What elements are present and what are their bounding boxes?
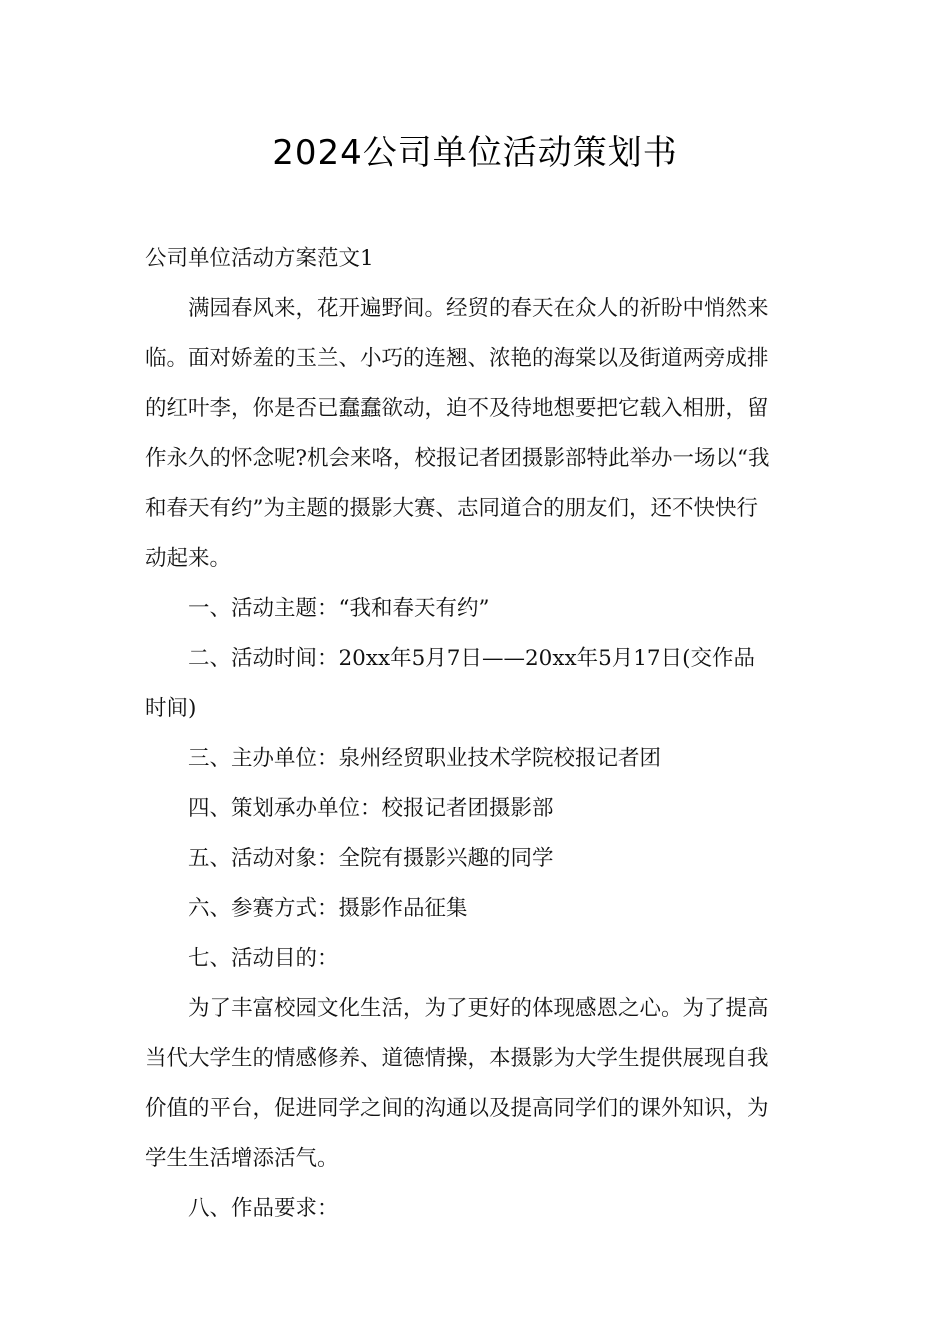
intro-line: 动起来。 bbox=[145, 546, 232, 571]
purpose-line: 价值的平台，促进同学之间的沟通以及提高同学们的课外知识，为 bbox=[145, 1096, 769, 1121]
purpose-line: 学生生活增添活气。 bbox=[145, 1146, 339, 1171]
intro-paragraph bbox=[145, 284, 807, 584]
document-title: 2024公司单位活动策划书 bbox=[272, 133, 678, 173]
subheading: 公司单位活动方案范文1 bbox=[145, 246, 374, 271]
item-theme: 一、活动主题：“我和春天有约” bbox=[188, 596, 490, 621]
purpose-paragraph bbox=[145, 984, 807, 1184]
item-time: 二、活动时间：20xx年5月7日——20xx年5月17日(交作品 bbox=[188, 646, 756, 671]
item-audience: 五、活动对象：全院有摄影兴趣的同学 bbox=[188, 846, 554, 871]
item-host: 三、主办单位：泉州经贸职业技术学院校报记者团 bbox=[188, 746, 662, 771]
intro-line: 作永久的怀念呢?机会来咯，校报记者团摄影部特此举办一场以“我 bbox=[145, 446, 770, 471]
document-body bbox=[145, 234, 807, 1234]
purpose-line: 当代大学生的情感修养、道德情操，本摄影为大学生提供展现自我 bbox=[145, 1046, 769, 1071]
item-purpose-heading: 七、活动目的： bbox=[188, 946, 339, 971]
item-organizer: 四、策划承办单位：校报记者团摄影部 bbox=[188, 796, 554, 821]
intro-line: 和春天有约”为主题的摄影大赛、志同道合的朋友们，还不快快行 bbox=[145, 496, 758, 521]
item-requirements-heading: 八、作品要求： bbox=[188, 1196, 339, 1221]
intro-line: 临。面对娇羞的玉兰、小巧的连翘、浓艳的海棠以及街道两旁成排 bbox=[145, 346, 769, 371]
item-method: 六、参赛方式：摄影作品征集 bbox=[188, 896, 468, 921]
item-time-continued: 时间) bbox=[145, 696, 197, 721]
purpose-line: 为了丰富校园文化生活，为了更好的体现感恩之心。为了提高 bbox=[188, 996, 769, 1021]
intro-line: 满园春风来，花开遍野间。经贸的春天在众人的祈盼中悄然来 bbox=[188, 296, 769, 321]
intro-line: 的红叶李，你是否已蠢蠢欲动，迫不及待地想要把它载入相册，留 bbox=[145, 396, 769, 421]
